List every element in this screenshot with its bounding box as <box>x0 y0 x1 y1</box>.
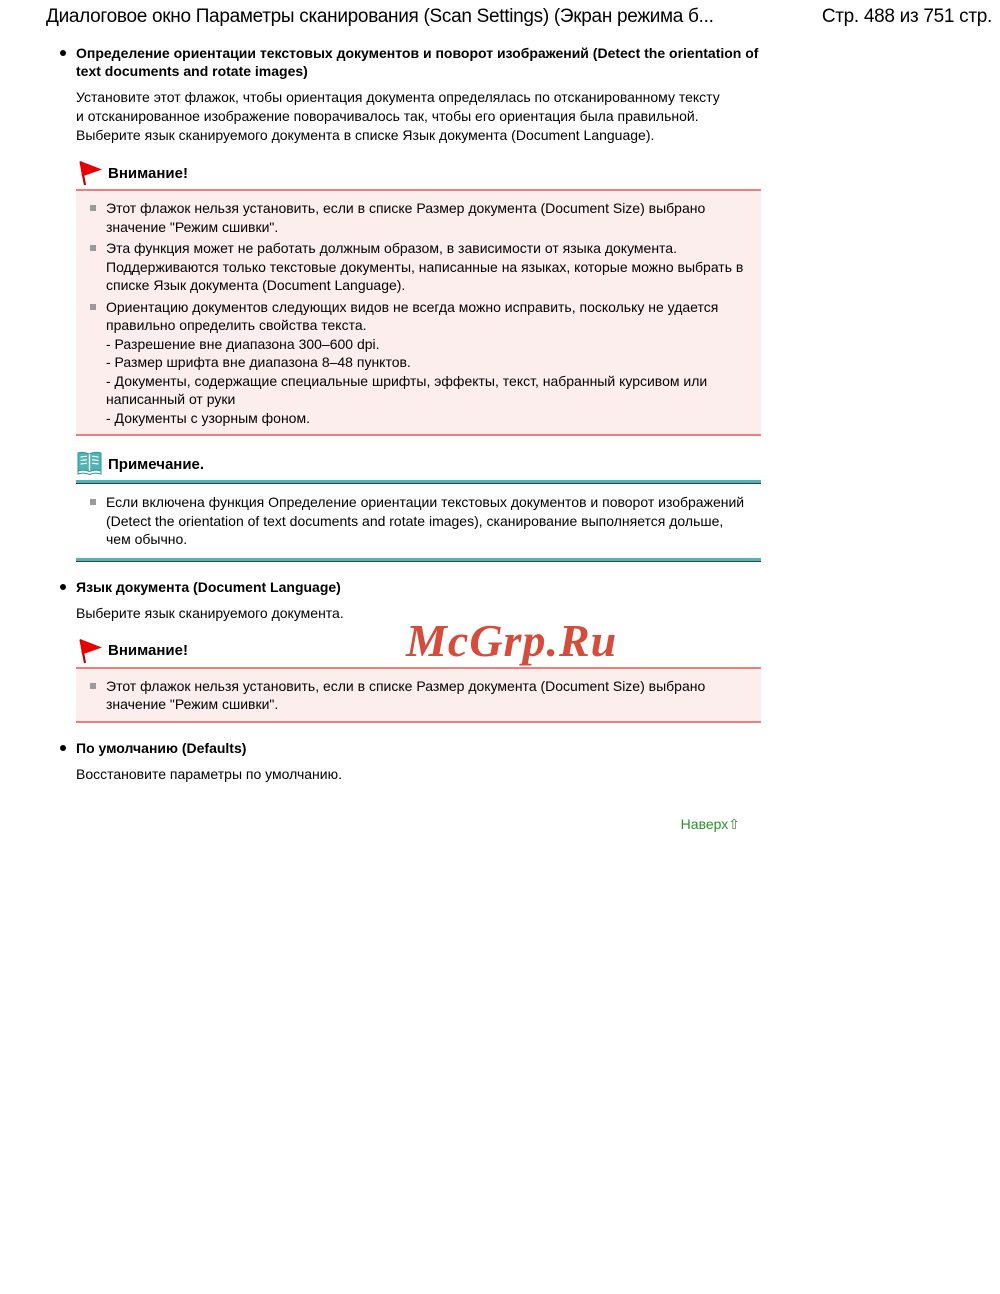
warning-title: Внимание! <box>108 164 188 182</box>
note-rule-bottom <box>76 558 761 562</box>
page-number: Стр. 488 из 751 стр. <box>821 6 992 27</box>
back-to-top-link[interactable] <box>681 816 740 832</box>
warning-list <box>89 677 749 714</box>
page-title: Диалоговое окно Параметры сканирования (Scan Settings) (Экран режима б... <box>46 6 714 27</box>
note-book-icon <box>76 451 103 477</box>
topic-paragraph: Выберите язык сканируемого документа. <box>76 604 344 621</box>
watermark: McGrp.Ru <box>406 615 618 666</box>
warning-list <box>89 199 749 427</box>
warning-subitem: - Документы с узорным фоном. <box>106 409 310 426</box>
topic-detect-orientation <box>57 44 763 562</box>
warning-subitem: - Разрешение вне диапазона 300–600 dpi. <box>106 335 380 352</box>
warning-box <box>76 189 761 436</box>
topic-paragraph: Восстановите параметры по умолчанию. <box>76 765 342 782</box>
warning-item: Этот флажок нельзя установить, если в списке Размер документа (Document Size) выбрано значение "Режим сшивки". <box>89 677 751 714</box>
back-to-top-label: Наверх <box>680 815 729 832</box>
topic-defaults <box>57 739 763 784</box>
topic-heading: Определение ориентации текстовых документов и поворот изображений (Detect the orientation of text documents and rotate images) <box>57 44 776 80</box>
topic-document-language <box>57 578 763 723</box>
warning-flag-icon <box>76 638 103 664</box>
warning-item: Этот флажок нельзя установить, если в списке Размер документа (Document Size) выбрано значение "Режим сшивки". <box>89 199 751 236</box>
topic-heading: Язык документа (Document Language) <box>57 578 776 596</box>
arrow-up-icon: ⇧ <box>728 815 740 832</box>
warning-item: Эта функция может не работать должным образом, в зависимости от языка документа. Поддерживаются только текстовые документы, написанные на языках, которые можно выбрать в списке Язык документа (Document Language). <box>89 239 751 295</box>
note-title: Примечание. <box>108 455 205 473</box>
note-box <box>76 484 761 558</box>
page-header <box>0 0 1000 28</box>
warning-subitem: - Документы, содержащие специальные шрифты, эффекты, текст, набранный курсивом или написанный от руки <box>106 372 708 407</box>
note-header <box>76 451 763 477</box>
warning-box <box>76 667 761 723</box>
warning-header <box>76 160 763 186</box>
warning-subitem: - Размер шрифта вне диапазона 8–48 пунктов. <box>106 354 411 370</box>
warning-flag-icon <box>76 160 103 186</box>
topic-paragraph: Установите этот флажок, чтобы ориентация документа определялась по отсканированному тексту и отсканированное изображение поворачивалось так, чтобы его ориентация была правильной. Выберите язык сканируемого документа в списке Язык документа (Document Language). <box>76 89 720 143</box>
topic-heading: По умолчанию (Defaults) <box>57 739 776 757</box>
content <box>57 44 763 834</box>
warning-title: Внимание! <box>108 642 188 659</box>
top-link-row <box>57 816 763 834</box>
warning-header <box>76 638 763 664</box>
warning-item <box>89 298 751 428</box>
warning-item-text: Ориентацию документов следующих видов не всегда можно исправить, поскольку не удается правильно определить свойства текста. <box>106 298 719 333</box>
note-list <box>89 493 749 549</box>
note-item: Если включена функция Определение ориентации текстовых документов и поворот изображений (Detect the orientation of text documents and rotate images), сканирование выполняется дольше, чем обычно. <box>89 493 751 549</box>
